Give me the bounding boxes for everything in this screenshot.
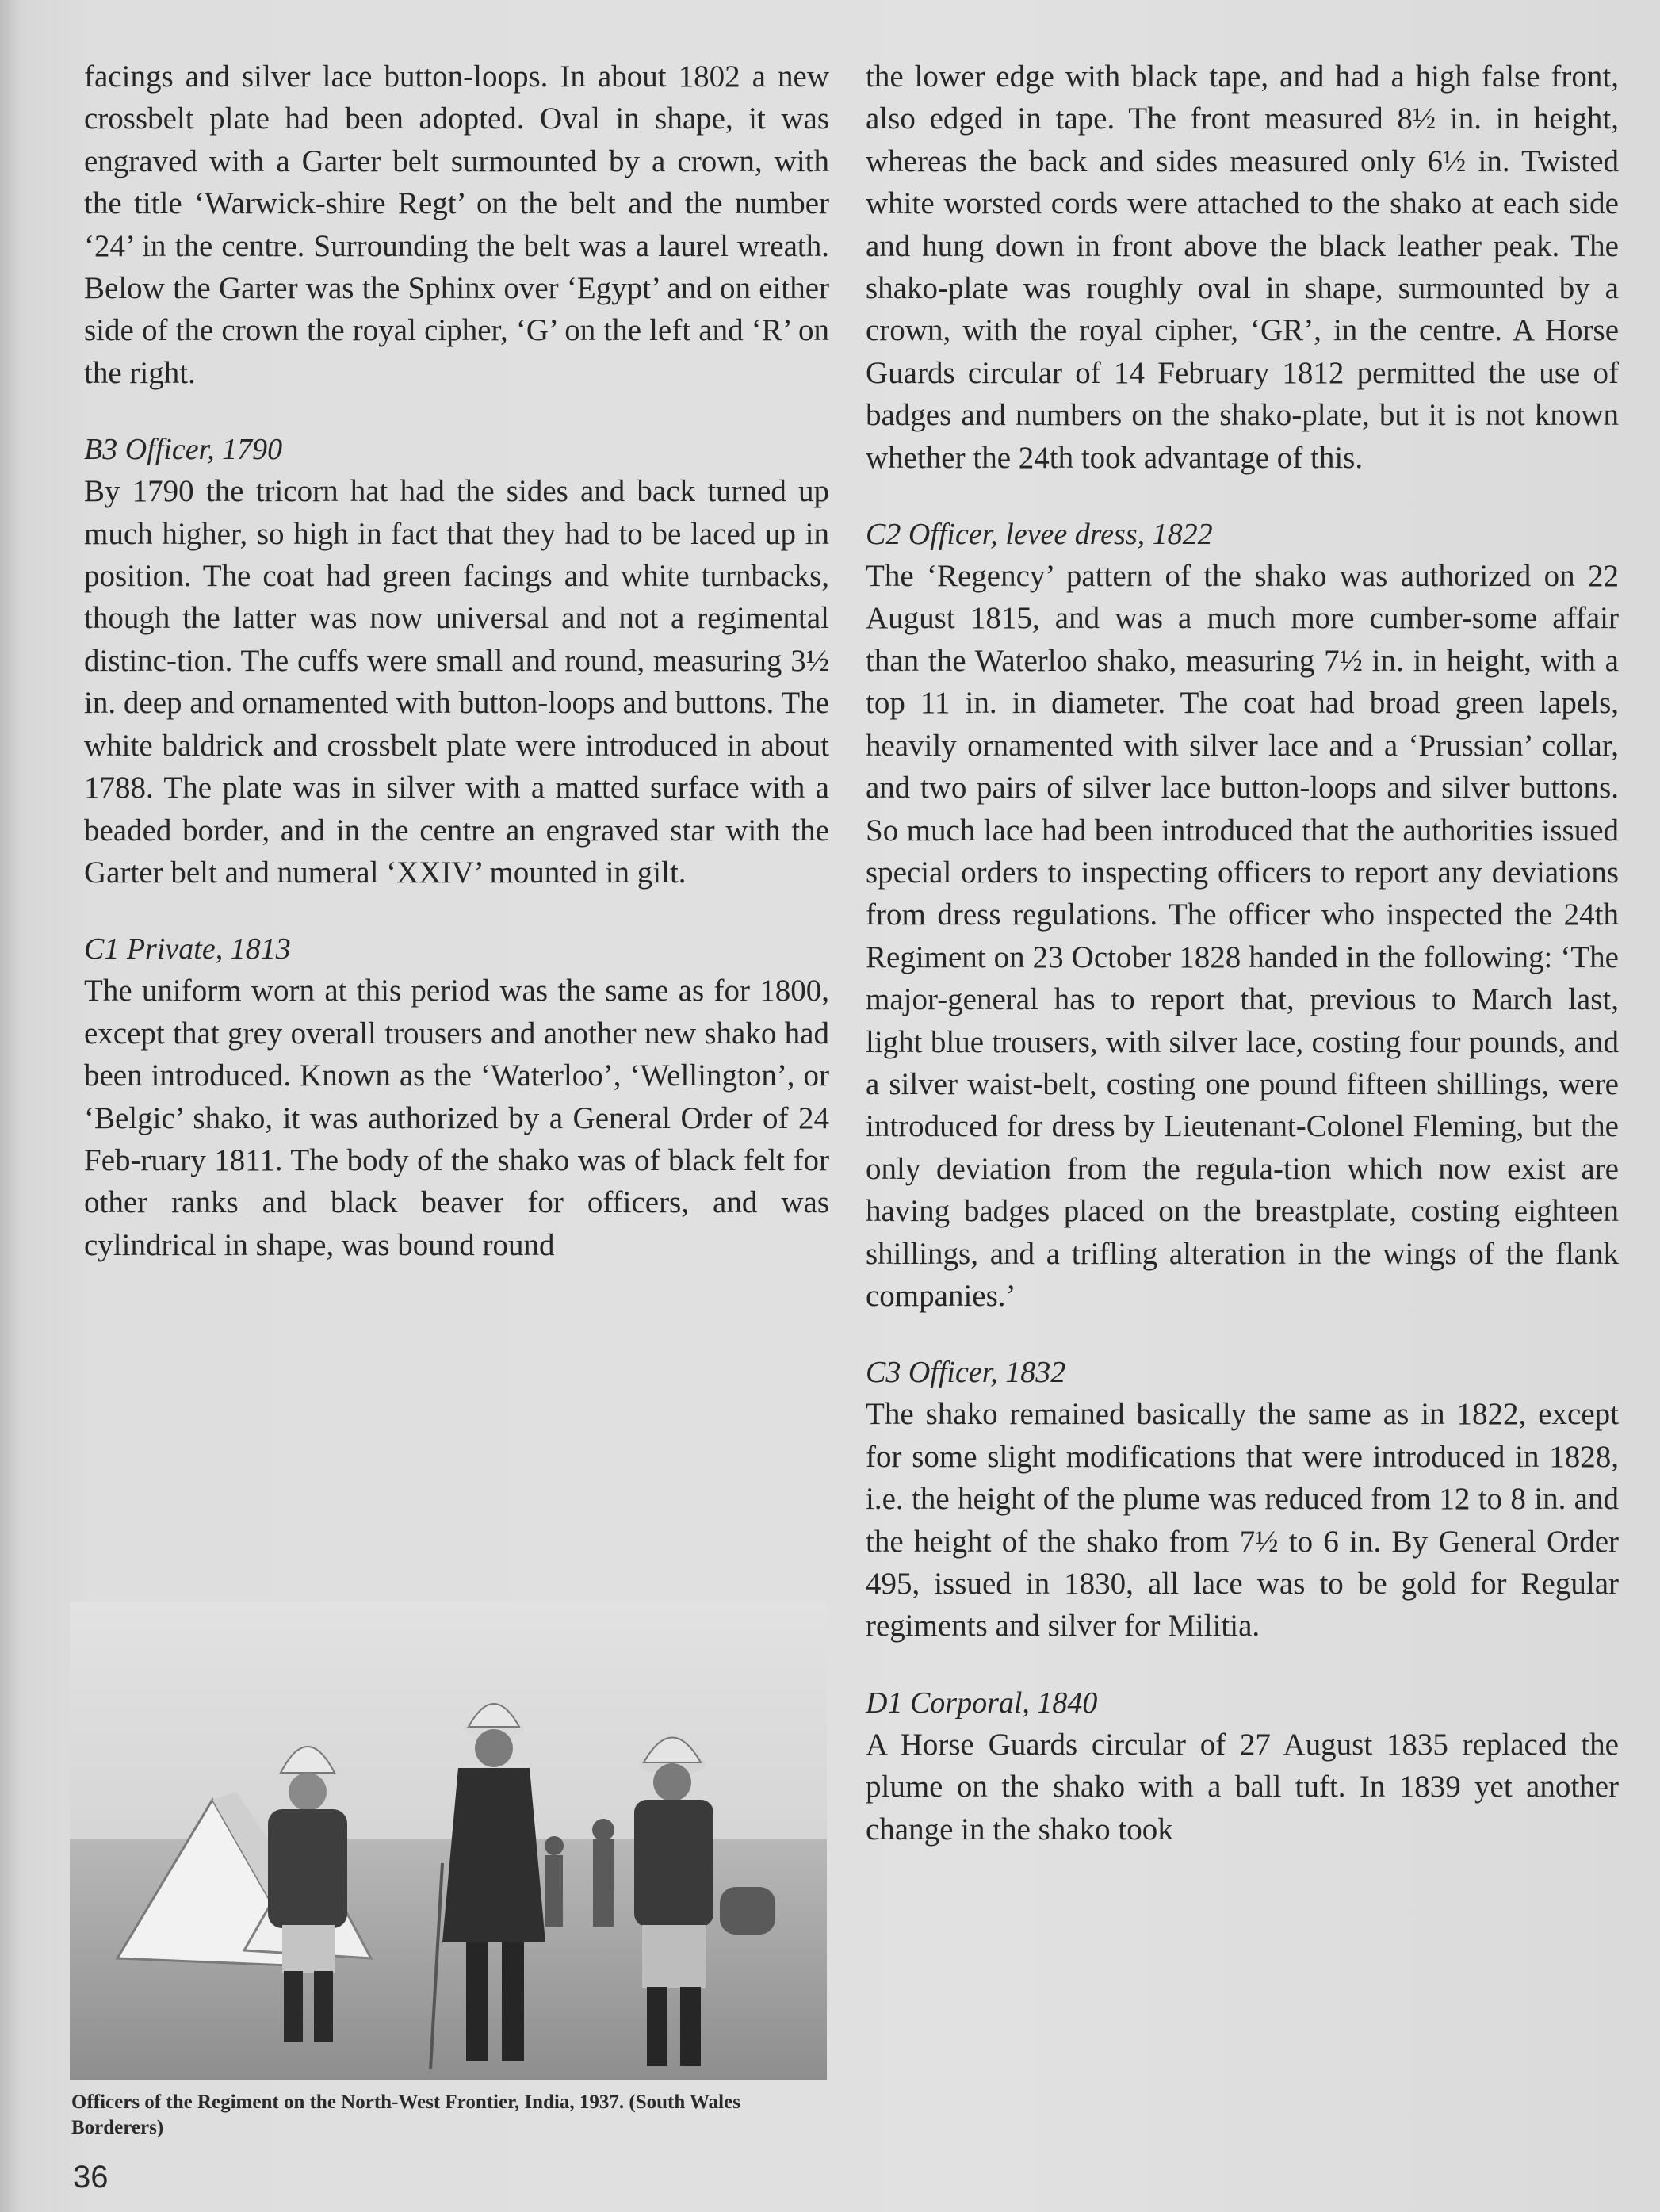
section-b3 xyxy=(84,429,829,894)
left-intro-paragraph: facings and silver lace button-loops. In about 1802 a new crossbelt plate had been adopted. Oval in shape, it was engraved with a Garter belt surmounted by a crown, with the title ‘Warwick-shire Regt’ on the belt and the number ‘24’ in the centre. Surrounding the belt was a laurel wreath. Below the Garter was the Sphinx over ‘Egypt’ and on either side of the crown the royal cipher, ‘G’ on the left and ‘R’ on the right. xyxy=(84,59,829,390)
page-number: 36 xyxy=(73,2160,109,2195)
section-c2 xyxy=(866,514,1619,1317)
section-c3 xyxy=(866,1352,1619,1647)
section-d1 xyxy=(866,1682,1619,1850)
regiment-photo xyxy=(70,1602,827,2080)
section-d1-heading: D1 Corporal, 1840 xyxy=(866,1686,1098,1720)
section-c3-body: The shako remained basically the same as in 1822, except for some slight modifications that were introduced in 1828, i.e. the height of the plume was reduced from 12 to 8 in. and the height of the shako from 7½ to 6 in. By General Order 495, issued in 1830, all lace was to be gold for Regular regiments and silver for Militia. xyxy=(866,1397,1619,1644)
left-column xyxy=(84,55,829,1266)
section-c2-heading: C2 Officer, levee dress, 1822 xyxy=(866,518,1213,552)
section-c3-heading: C3 Officer, 1832 xyxy=(866,1356,1066,1390)
section-d1-body: A Horse Guards circular of 27 August 1835 replaced the plume on the shako with a ball tuft. In 1839 yet another change in the shako took xyxy=(866,1727,1619,1847)
section-c1-body: The uniform worn at this period was the same as for 1800, except that grey overall trousers and another new shako had been introduced. Known as the ‘Waterloo’, ‘Wellington’, or ‘Belgic’ shako, it was authorized by a General Order of 24 Feb-ruary 1811. The body of the shako was of black felt for other ranks and black beaver for officers, and was cylindrical in shape, was bound round xyxy=(84,974,829,1262)
right-intro-paragraph: the lower edge with black tape, and had a high false front, also edged in tape. The front measured 8½ in. in height, whereas the back and sides measured only 6½ in. Twisted white worsted cords were attached to the shako at each side and hung down in front above the black leather peak. The shako-plate was roughly oval in shape, surmounted by a crown, with the royal cipher, ‘GR’, in the centre. A Horse Guards circular of 14 February 1812 permitted the use of badges and numbers on the shako-plate, but it is not known whether the 24th took advantage of this. xyxy=(866,59,1619,475)
section-b3-heading: B3 Officer, 1790 xyxy=(84,433,283,467)
section-c2-body: The ‘Regency’ pattern of the shako was authorized on 22 August 1815, and was a much more cumber-some affair than the Waterloo shako, measuring 7½ in. in height, with a top 11 in. in diameter. The coat had broad green lapels, heavily ornamented with silver lace and a ‘Prussian’ collar, and two pairs of silver lace button-loops and silver buttons. So much lace had been introduced that the authorities issued special orders to inspecting officers to report any deviations from dress regulations. The officer who inspected the 24th Regiment on 23 October 1828 handed in the following: ‘The major-general has to report that, previous to March last, light blue trousers, with silver lace, costing four pounds, and a silver waist-belt, costing one pound fifteen shillings, were introduced for dress by Lieutenant-Colonel Fleming, but the only deviation from the regula-tion which now exist are having badges placed on the breastplate, costing eighteen shillings, and a trifling alteration in the wings of the flank companies.’ xyxy=(866,559,1619,1313)
right-column xyxy=(866,55,1619,1850)
photo-caption: Officers of the Regiment on the North-West Frontier, India, 1937. (South Wales Borderers) xyxy=(71,2091,740,2138)
section-c1-heading: C1 Private, 1813 xyxy=(84,932,291,966)
section-b3-body: By 1790 the tricorn hat had the sides and back turned up much higher, so high in fact that they had to be laced up in position. The coat had green facings and white turnbacks, though the latter was now universal and not a regimental distinc-tion. The cuffs were small and round, measuring 3½ in. deep and ornamented with button-loops and buttons. The white baldrick and crossbelt plate were introduced in about 1788. The plate was in silver with a matted surface with a beaded border, and in the centre an engraved star with the Garter belt and numeral ‘XXIV’ mounted in gilt. xyxy=(84,474,829,890)
section-c1 xyxy=(84,928,829,1266)
